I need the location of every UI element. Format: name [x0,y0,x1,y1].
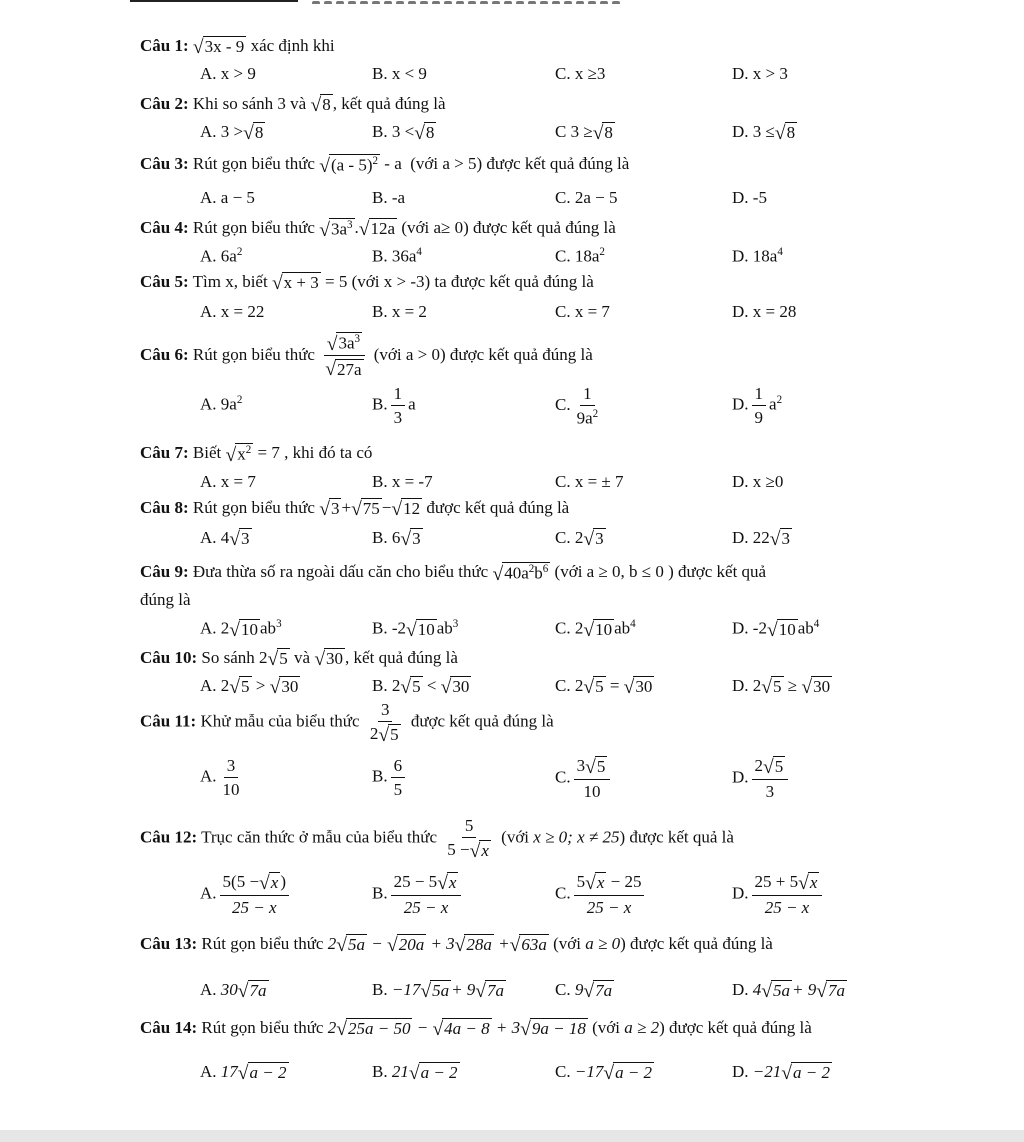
question-1: Câu 1: √ 3x - 9 xác định khi [140,36,335,59]
q9-option-b[interactable]: B. -2 √ 10 $ab^3$ [372,618,459,641]
q5-option-d[interactable]: D. x = 28 [732,302,797,321]
question-10: Câu 10: So sánh 2 √ 5 và √ 30 , kết quả đúng là [140,648,458,671]
q14-option-d[interactable]: D. −21 √ a − 2 [732,1062,830,1085]
q2-option-a[interactable]: A. 3 > √ 8 [200,122,264,145]
q12-option-c[interactable]: C. 5 √ x − 25 25 − x [555,872,647,917]
q4-option-d[interactable]: D. $18a^4$ [732,246,783,266]
question-4: Câu 4: Rút gọn biểu thức √ $3a^3$ . √ 12a (với a≥ 0) được kết quả đúng là [140,218,616,241]
q7-option-a[interactable]: A. x = 7 [200,472,256,491]
q1-option-d[interactable]: D. x > 3 [732,64,788,83]
q9-option-a[interactable]: A. 2 √ 10 $ab^3$ [200,618,282,641]
q14-option-a[interactable]: A. 17 √ a − 2 [200,1062,287,1085]
question-2: Câu 2: Khi so sánh 3 và √ 8 , kết quả đúng là [140,94,446,117]
q1-option-a[interactable]: A. x > 9 [200,64,256,83]
q13-option-b[interactable]: B. −17 √ 5a + 9 √ 7a [372,980,505,1003]
cropped-header-fragment [310,0,640,4]
q8-option-d[interactable]: D. 22 √ 3 [732,528,791,551]
q10-option-d[interactable]: D. 2 √ 5 ≥ √ 30 [732,676,831,699]
q6-option-c[interactable]: C. $\frac{1}{9a^2}$ [555,384,599,428]
q10-option-a[interactable]: A. 2 √ 5 > √ 30 [200,676,299,699]
q3-option-b[interactable]: B. -a [372,188,406,207]
q1-option-b[interactable]: B. x < 9 [372,64,427,83]
q12-option-d[interactable]: D. 25 + 5 √ x 25 − x [732,872,825,917]
q8-option-b[interactable]: B. 6 √ 3 [372,528,421,551]
q12-option-b[interactable]: B. 25 − 5 √ x 25 − x [372,872,464,917]
q6-option-a[interactable]: A. $9a^2$ [200,394,243,414]
question-13: Câu 13: Rút gọn biểu thức 2 √ 5a − √ 20a + 3 √ 28a + √ 63a (với a ≥ 0) được kết quả đúng là [140,934,773,957]
question-9: Câu 9: Đưa thừa số ra ngoài dấu căn cho biểu thức √ $40a^2b^6$ (với a ≥ 0, b ≤ 0 ) được kết quả [140,562,767,585]
q5-option-a[interactable]: A. x = 22 [200,302,265,321]
q5-option-b[interactable]: B. x = 2 [372,302,427,321]
question-7: Câu 7: Biết √ $x^2$ = 7 , khi đó ta có [140,443,373,466]
q7-option-d[interactable]: D. x ≥0 [732,472,784,491]
q10-option-c[interactable]: C. 2 √ 5 = √ 30 [555,676,653,699]
q11-option-a[interactable]: A. $\frac{3}{10}$ [200,756,240,799]
sqrt-expression: √ 3x - 9 [192,37,245,59]
q11-option-b[interactable]: B. $\frac{6}{5}$ [372,756,408,799]
q14-option-c[interactable]: C. −17 √ a − 2 [555,1062,653,1085]
q4-option-b[interactable]: B. $36a^4$ [372,246,422,266]
question-6: Câu 6: Rút gọn biểu thức √ $3a^3$ √ 27a (với a > 0) được kết quả đúng là [140,333,593,381]
question-5: Câu 5: Tìm x, biết √ x + 3 = 5 (với x > -3) ta được kết quả đúng là [140,272,594,295]
q11-option-d[interactable]: D. 2 √ 5 3 [732,756,791,801]
q13-option-a[interactable]: A. 30 √ 7a [200,980,267,1003]
q3-option-a[interactable]: A. a − 5 [200,188,255,207]
question-3: Câu 3: Rút gọn biểu thức √ (a - 5)$^2$ - a (với a > 5) được kết quả đúng là [140,154,630,177]
q8-option-a[interactable]: A. 4 √ 3 [200,528,250,551]
q5-option-c[interactable]: C. x = 7 [555,302,610,321]
question-8: Câu 8: Rút gọn biểu thức √ 3 + √ 75 − √ 12 được kết quả đúng là [140,498,570,521]
q8-option-c[interactable]: C. 2 √ 3 [555,528,604,551]
top-rule [130,0,298,2]
q6-option-b[interactable]: B. $\frac{1}{3}$ a [372,384,416,427]
q14-option-b[interactable]: B. 21 √ a − 2 [372,1062,458,1085]
q10-option-b[interactable]: B. 2 √ 5 < √ 30 [372,676,470,699]
q7-option-c[interactable]: C. x = ± 7 [555,472,624,491]
q9-option-d[interactable]: D. -2 √ 10 $ab^4$ [732,618,820,641]
q12-option-a[interactable]: A. 5(5 − √ x ) 25 − x [200,872,292,917]
q13-option-d[interactable]: D. 4 √ 5a + 9 √ 7a [732,980,845,1003]
q3-option-c[interactable]: C. 2a − 5 [555,188,618,207]
q4-option-c[interactable]: C. $18a^2$ [555,246,605,266]
q2-option-b[interactable]: B. 3 < √ 8 [372,122,435,145]
question-12: Câu 12: Trục căn thức ở mẫu của biểu thức 5 5 − √ x (với x ≥ 0; x ≠ 25) được kết quả là [140,816,734,862]
q9-option-c[interactable]: C. 2 √ 10 $ab^4$ [555,618,636,641]
question-14: Câu 14: Rút gọn biểu thức 2 √ 25a − 50 − √ 4a − 8 + 3 √ 9a − 18 (với a ≥ 2) được kết quả đúng là [140,1018,812,1041]
q11-option-c[interactable]: C. 3 √ 5 10 [555,756,613,801]
bottom-bar [0,1130,1024,1142]
q4-option-a[interactable]: A. $6a^2$ [200,246,243,266]
question-label: Câu 1: [140,36,189,55]
q2-option-c[interactable]: C 3 ≥ √ 8 [555,122,613,145]
q2-option-d[interactable]: D. 3 ≤ √ 8 [732,122,796,145]
q3-option-d[interactable]: D. -5 [732,188,767,207]
question-11: Câu 11: Khử mẫu của biểu thức 3 2 √ 5 được kết quả đúng là [140,700,554,746]
q6-option-d[interactable]: D. $\frac{1}{9}$ $a^2$ [732,384,783,427]
q13-option-c[interactable]: C. 9 √ 7a [555,980,613,1003]
question-9-cont: đúng là [140,590,191,609]
q7-option-b[interactable]: B. x = -7 [372,472,433,491]
q1-option-c[interactable]: C. x ≥3 [555,64,606,83]
